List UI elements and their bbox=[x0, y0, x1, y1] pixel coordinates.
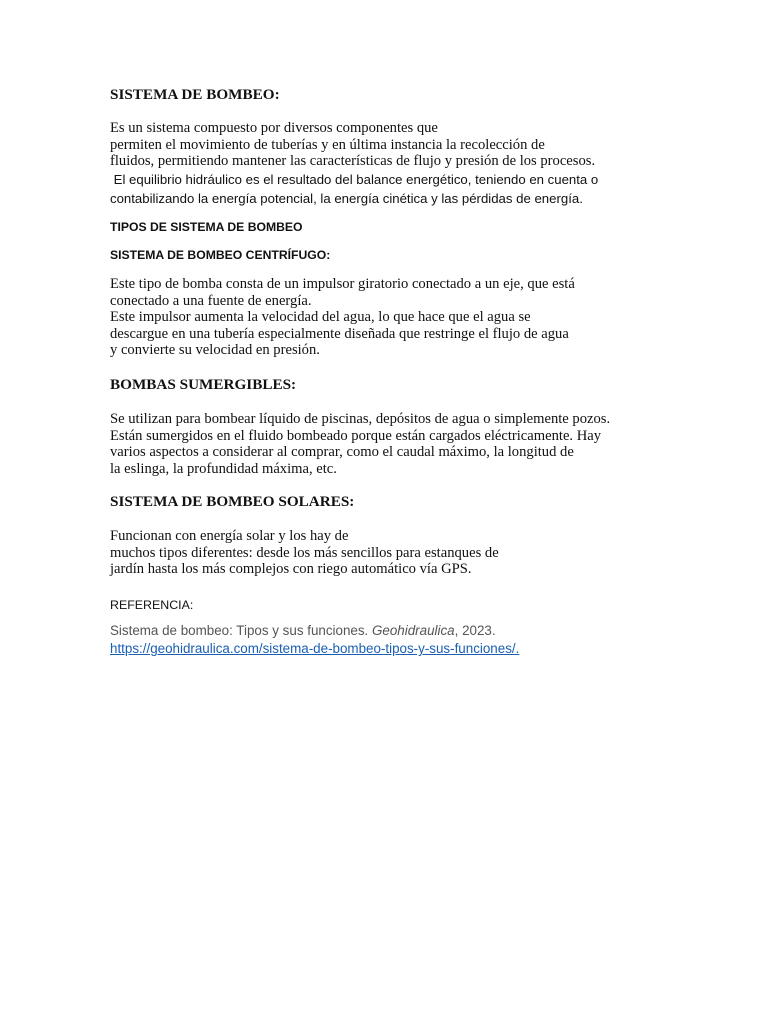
text-line: muchos tipos diferentes: desde los más sencillos para estanques de bbox=[110, 544, 499, 561]
text-line: Están sumergidos en el fluido bombeado porque están cargados eléctricamente. Hay bbox=[110, 427, 602, 444]
text-line: permiten el movimiento de tuberías y en última instancia la recolección de bbox=[110, 136, 545, 153]
reference-link[interactable]: https://geohidraulica.com/sistema-de-bombeo-tipos-y-sus-funciones/. bbox=[110, 641, 520, 656]
text-line: jardín hasta los más complejos con riego automático vía GPS. bbox=[110, 561, 472, 578]
paragraph-bombeo-centrifugo bbox=[110, 276, 575, 359]
text-line: varios aspectos a considerar al comprar, como el caudal máximo, la longitud de bbox=[110, 444, 574, 461]
heading-bombeo-centrifugo: SISTEMA DE BOMBEO CENTRÍFUGO: bbox=[110, 248, 331, 262]
text-line: descargue en una tubería especialmente diseñada que restringe el flujo de agua bbox=[110, 325, 569, 342]
citation-year: , 2023. bbox=[454, 623, 496, 638]
reference-citation bbox=[110, 622, 519, 658]
heading-bombas-sumergibles: BOMBAS SUMERGIBLES: bbox=[110, 376, 297, 393]
paragraph-sistema-de-bombeo bbox=[110, 120, 595, 170]
citation-line bbox=[110, 622, 519, 640]
text-line: conectado a una fuente de energía. bbox=[110, 292, 312, 309]
text-line: y convierte su velocidad en presión. bbox=[110, 342, 320, 359]
heading-bombeo-solares: SISTEMA DE BOMBEO SOLARES: bbox=[110, 493, 355, 510]
paragraph-bombas-sumergibles bbox=[110, 411, 610, 477]
citation-source: Geohidraulica bbox=[372, 623, 455, 638]
text-line: El equilibrio hidráulico es el resultado del balance energético, teniendo en cuenta o bbox=[110, 172, 599, 187]
text-line: Este impulsor aumenta la velocidad del agua, lo que hace que el agua se bbox=[110, 309, 531, 326]
paragraph-bombeo-solares bbox=[110, 528, 499, 578]
text-line: contabilizando la energía potencial, la energía cinética y las pérdidas de energía. bbox=[110, 191, 583, 206]
text-line: Es un sistema compuesto por diversos componentes que bbox=[110, 120, 438, 136]
text-line: Este tipo de bomba consta de un impulsor giratorio conectado a un eje, que está bbox=[110, 276, 575, 292]
text-line: la eslinga, la profundidad máxima, etc. bbox=[110, 460, 337, 477]
paragraph-equilibrio-hidraulico bbox=[110, 170, 598, 208]
text-line: Funcionan con energía solar y los hay de bbox=[110, 528, 349, 544]
text-line: fluidos, permitiendo mantener las características de flujo y presión de los procesos. bbox=[110, 153, 596, 170]
heading-tipos-de-sistema: TIPOS DE SISTEMA DE BOMBEO bbox=[110, 220, 303, 234]
citation-title: Sistema de bombeo: Tipos y sus funciones. bbox=[110, 623, 372, 638]
heading-sistema-de-bombeo: SISTEMA DE BOMBEO: bbox=[110, 86, 280, 103]
reference-label: REFERENCIA: bbox=[110, 598, 194, 612]
text-line: Se utilizan para bombear líquido de piscinas, depósitos de agua o simplemente pozos. bbox=[110, 411, 611, 427]
